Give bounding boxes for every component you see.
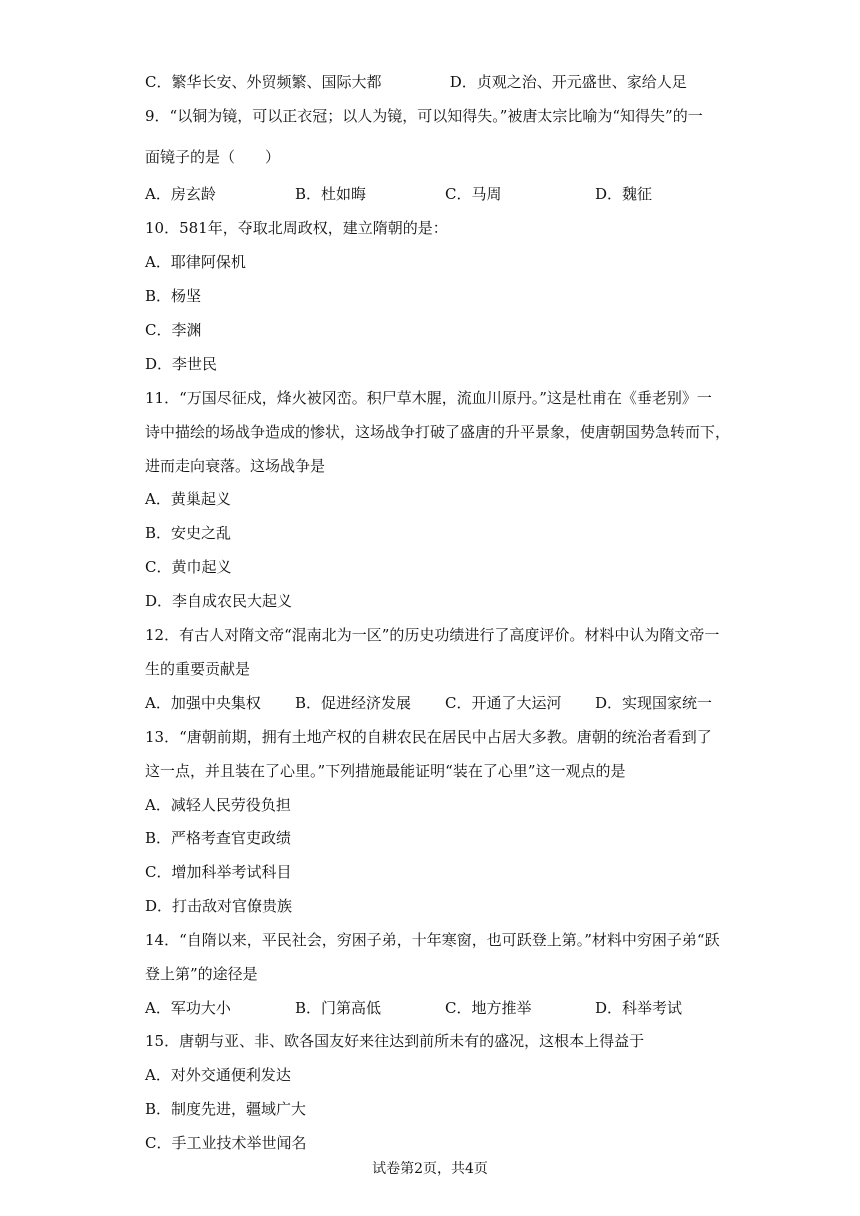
question-11-option-a: A．黄巢起义 [145,490,231,508]
option-a: A．加强中央集权 [145,694,261,712]
question-14-stem-line1: 14．“自隋以来，平民社会，穷困子弟，十年寒窗，也可跃登上第。”材料中穷困子弟“跃 [145,931,720,949]
option-b: B．门第高低 [295,999,382,1017]
question-9-stem-line2: 面镜子的是（ ） [145,148,281,166]
question-13-option-d: D．打击敌对官僚贵族 [145,897,293,915]
carryover-options [145,72,725,92]
question-15-stem: 15．唐朝与亚、非、欧各国友好来往达到前所未有的盛况，这根本上得益于 [145,1032,645,1050]
question-11-stem-line2: 诗中描绘的场战争造成的惨状，这场战争打破了盛唐的升平景象，使唐朝国势急转而下， [145,423,731,441]
question-14-stem-line2: 登上第”的途径是 [145,965,258,983]
option-c: C．马周 [445,185,502,203]
question-15-option-a: A．对外交通便利发达 [145,1066,291,1084]
page-footer: 试卷第2页，共4页 [372,1161,488,1177]
question-11-option-c: C．黄巾起义 [145,558,232,576]
option-d: D．贞观之治、开元盛世、家给人足 [449,73,687,91]
option-c: C．地方推举 [445,999,532,1017]
question-13-option-b: B．严格考查官吏政绩 [145,829,292,847]
question-13-stem-line2: 这一点，并且装在了心里。”下列措施最能证明“装在了心里”这一观点的是 [145,762,626,780]
option-d: D．魏征 [595,185,653,203]
option-c: C．开通了大运河 [445,694,562,712]
question-10-option-b: B．杨坚 [145,287,202,305]
option-d: D．科举考试 [595,999,683,1017]
question-10-stem: 10．581年，夺取北周政权，建立隋朝的是： [145,219,448,237]
question-14-options [145,998,725,1018]
question-11-stem-line3: 进而走向衰落。这场战争是 [145,457,326,475]
question-10-option-c: C．李渊 [145,321,202,339]
question-13-option-c: C．增加科举考试科目 [145,863,292,881]
question-15-option-b: B．制度先进，疆域广大 [145,1100,307,1118]
question-13-stem-line1: 13．“唐朝前期，拥有土地产权的自耕农民在居民中占居大多教。唐朝的统治者看到了 [145,728,712,746]
question-15-option-c: C．手工业技术举世闻名 [145,1134,307,1152]
question-11-stem-line1: 11．“万国尽征戍，烽火被冈峦。积尸草木腥，流血川原丹。”这是杜甫在《垂老别》一 [145,389,712,407]
question-10-option-d: D．李世民 [145,355,218,373]
question-12-stem-line1: 12．有古人对隋文帝“混南北为一区”的历史功绩进行了高度评价。材料中认为隋文帝一 [145,626,720,644]
option-b: B．促进经济发展 [295,694,412,712]
option-d: D．实现国家统一 [595,694,713,712]
question-9-stem-line1: 9．“以铜为镜，可以正衣冠；以人为镜，可以知得失。”被唐太宗比喻为“知得失”的一 [145,107,703,125]
question-11-option-b: B．安史之乱 [145,524,232,542]
question-12-options [145,693,725,713]
option-c: C．繁华长安、外贸频繁、国际大都 [145,73,382,91]
question-11-option-d: D．李自成农民大起义 [145,592,293,610]
option-a: A．房玄龄 [145,185,216,203]
question-13-option-a: A．减轻人民劳役负担 [145,796,291,814]
option-b: B．杜如晦 [295,185,367,203]
question-9-options [145,184,725,204]
question-10-option-a: A．耶律阿保机 [145,253,246,271]
option-a: A．军功大小 [145,999,231,1017]
question-12-stem-line2: 生的重要贡献是 [145,660,251,678]
